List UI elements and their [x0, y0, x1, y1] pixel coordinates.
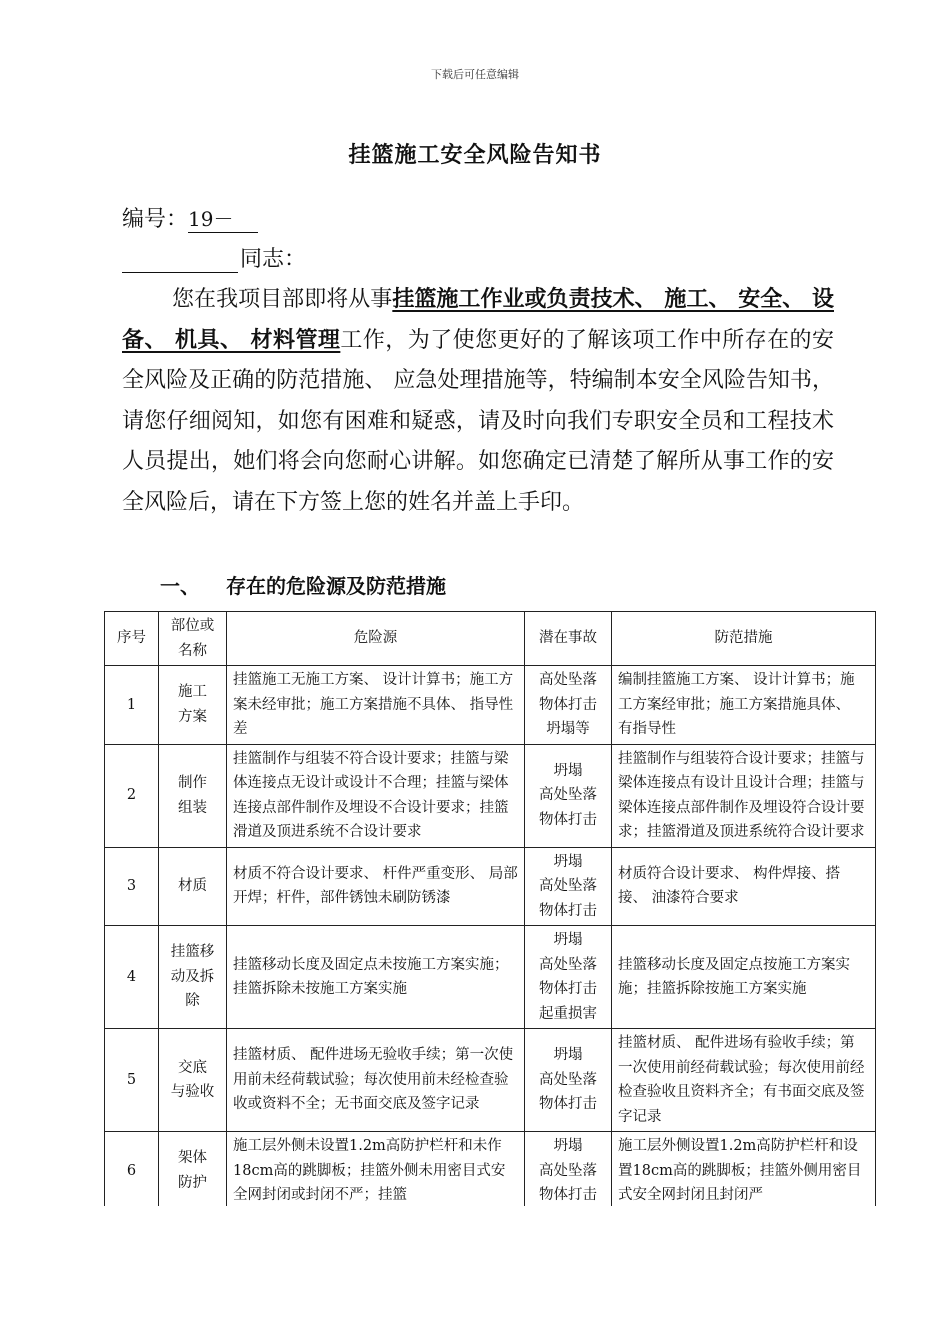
hazard-cell: 材质不符合设计要求、 杆件严重变形、 局部开焊；杆件，部件锈蚀未刷防锈漆	[227, 847, 525, 926]
hazard-cell: 施工层外侧未设置1.2m高防护栏杆和未作18cm高的跳脚板；挂篮外侧未用密目式安全网封闭或封闭不严；挂篮	[227, 1132, 525, 1207]
part-cell: 制作 组装	[159, 744, 227, 847]
part-cell: 挂篮移 动及拆 除	[159, 926, 227, 1029]
measure-cell: 施工层外侧设置1.2m高防护栏杆和设置18cm高的跳脚板；挂篮外侧用密目式安全网封闭且封闭严	[612, 1132, 876, 1207]
table-row	[105, 926, 876, 1029]
row-number: 3	[105, 847, 159, 926]
section-heading	[160, 570, 446, 599]
table-wrapper	[100, 611, 880, 1206]
name-blank	[122, 250, 238, 273]
hazard-cell: 挂篮移动长度及固定点未按施工方案实施；挂篮拆除未按施工方案实施	[227, 926, 525, 1029]
table-row	[105, 847, 876, 926]
part-cell: 架体 防护	[159, 1132, 227, 1207]
measure-cell: 材质符合设计要求、 构件焊接、搭接、 油漆符合要求	[612, 847, 876, 926]
section-title: 存在的危险源及防范措施	[226, 574, 446, 598]
accident-cell: 坍塌 高处坠落 物体打击	[525, 1029, 612, 1132]
table-row	[105, 744, 876, 847]
accident-cell: 坍塌 高处坠落 物体打击	[525, 744, 612, 847]
hazard-cell: 挂篮材质、 配件进场无验收手续；第一次使用前未经荷载试验；每次使用前未经检查验收或资料不全；无书面交底及签字记录	[227, 1029, 525, 1132]
row-number: 1	[105, 666, 159, 745]
measure-cell: 挂篮材质、 配件进场有验收手续；第一次使用前经荷载试验；每次使用前经检查验收且资料齐全；有书面交底及签字记录	[612, 1029, 876, 1132]
intro-after: 工作，为了使您更好的了解该项工作中所存在的安全风险及正确的防范措施、 应急处理措施等，特编制本安全风险告知书，请您仔细阅知，如您有困难和疑惑，请及时向我们专职安全员和工程技术人员提出，她们将会向您耐心讲解。如您确定已清楚了解所从事工作的安全风险后，请在下方签上您的姓名并盖上手印。	[122, 327, 834, 515]
table-header-row	[105, 612, 876, 666]
risk-table	[104, 611, 876, 1206]
hazard-cell: 挂篮制作与组装不符合设计要求；挂篮与梁体连接点无设计或设计不合理；挂篮与梁体连接点部件制作及埋设不合设计要求；挂篮滑道及顶进系统不合设计要求	[227, 744, 525, 847]
accident-cell: 坍塌 高处坠落 物体打击	[525, 847, 612, 926]
header-note: 下载后可任意编辑	[431, 68, 519, 81]
intro-before: 您在我项目部即将从事	[172, 287, 393, 312]
measure-cell: 挂篮制作与组装符合设计要求；挂篮与梁体连接点有设计且设计合理；挂篮与梁体连接点部件制作及埋设符合设计要求；挂篮滑道及顶进系统符合设计要求	[612, 744, 876, 847]
header-cell: 潜在事故	[525, 612, 612, 666]
serial-value: 19－	[188, 203, 258, 233]
header-cell: 危险源	[227, 612, 525, 666]
document-title: 挂篮施工安全风险告知书	[348, 143, 602, 168]
table-row	[105, 1029, 876, 1132]
measure-cell: 编制挂篮施工方案、 设计计算书；施工方案经审批；施工方案措施具体、 有指导性	[612, 666, 876, 745]
part-cell: 交底 与验收	[159, 1029, 227, 1132]
serial-label: 编号：	[122, 207, 189, 232]
accident-cell: 坍塌 高处坠落 物体打击	[525, 1132, 612, 1207]
accident-cell: 坍塌 高处坠落 物体打击 起重损害	[525, 926, 612, 1029]
salutation: 同志：	[240, 247, 307, 272]
header-cell: 序号	[105, 612, 159, 666]
part-cell: 施工 方案	[159, 666, 227, 745]
part-cell: 材质	[159, 847, 227, 926]
row-number: 6	[105, 1132, 159, 1207]
salutation-line	[122, 242, 306, 273]
measure-cell: 挂篮移动长度及固定点按施工方案实施；挂篮拆除按施工方案实施	[612, 926, 876, 1029]
row-number: 2	[105, 744, 159, 847]
table-row	[105, 666, 876, 745]
row-number: 4	[105, 926, 159, 1029]
hazard-cell: 挂篮施工无施工方案、 设计计算书；施工方案未经审批；施工方案措施不具体、 指导性差	[227, 666, 525, 745]
work-scope: 挂篮施工作业或负责技术、 施工、 安全、 设备、 机具、 材料管理	[122, 287, 834, 353]
row-number: 5	[105, 1029, 159, 1132]
header-cell: 部位或名称	[159, 612, 227, 666]
accident-cell: 高处坠落 物体打击 坍塌等	[525, 666, 612, 745]
intro-paragraph	[122, 280, 834, 523]
header-cell: 防范措施	[612, 612, 876, 666]
table-row	[105, 1132, 876, 1207]
section-number: 一、	[160, 574, 200, 598]
serial-number	[122, 202, 258, 233]
